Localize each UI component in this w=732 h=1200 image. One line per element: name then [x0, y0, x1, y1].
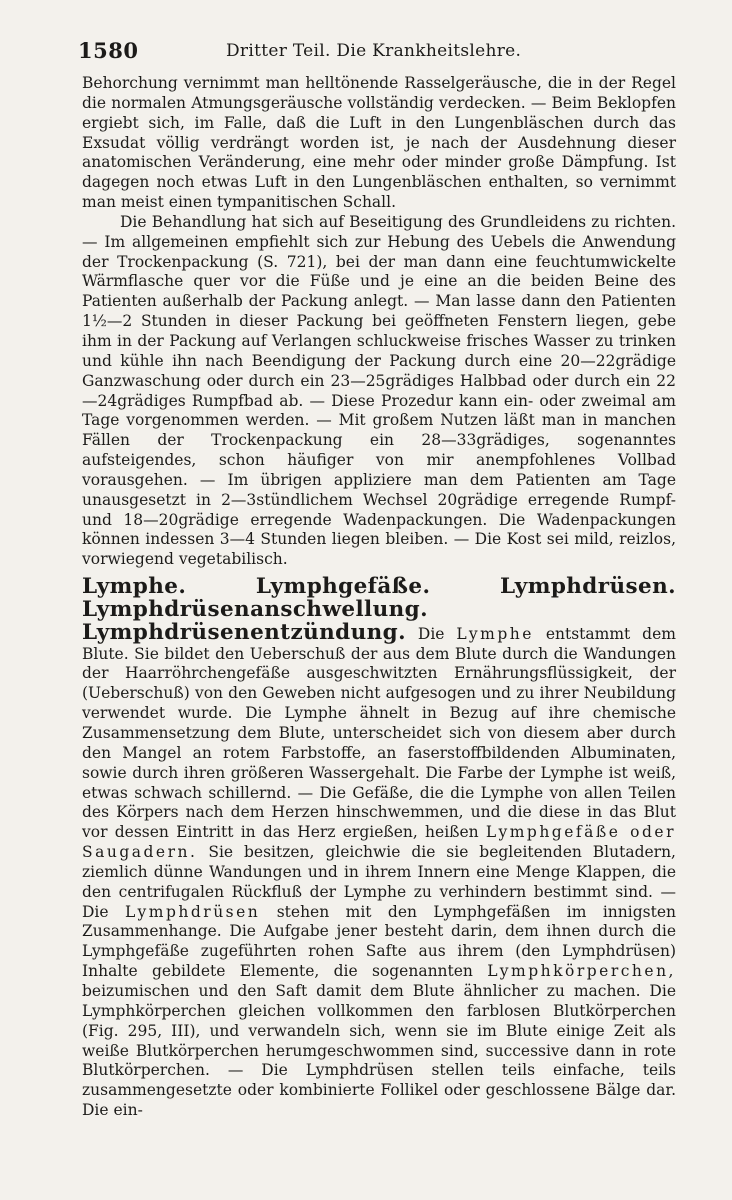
body-text: [82, 74, 676, 1121]
paragraph-treatment: Die Behandlung hat sich auf Beseitigung des Grundleidens zu richten. — Im allgemeinen empfiehlt sich zur Hebung des Uebels die Anwendung der Trockenpackung (S. 721), bei der man dann eine feuchtumwickelte Wärmflasche quer vor die Füße und je eine an die beiden Beine des Patienten außerhalb der Packung anlegt. — Man lasse dann den Patienten 1½—2 Stunden in dieser Packung bei geöffneten Fenstern liegen, gebe ihm in der Packung auf Verlangen schluckweise frisches Wasser zu trinken und kühle ihn nach Beendigung der Packung durch eine 20—22grädige Ganzwaschung oder durch ein 23—25grädiges Halbbad oder durch ein 22—24grädiges Rumpfbad ab. — Diese Prozedur kann ein- oder zweimal am Tage vorgenommen werden. — Mit großem Nutzen läßt man in manchen Fällen der Trockenpackung ein 28—33grädiges, sogenanntes aufsteigendes, schon häufiger von mir anempfohlenes Vollbad vorausgehen. — Im übrigen appliziere man dem Patienten am Tage unausgesetzt in 2—3stündlichem Wechsel 20grädige erregende Rumpf- und 18—20grädige erregende Wadenpackungen. Die Wadenpackungen können indessen 3—4 Stunden liegen bleiben. — Die Kost sei mild, reizlos, vorwiegend vegetabilisch.: [82, 212, 676, 569]
term-lymphkoerperchen: Lymphkörperchen,: [487, 962, 676, 981]
text-segment-b: Sie besitzen, gleichwie die sie begleitenden Blutadern, ziemlich dünne Wandungen und in ihrem Innern eine Menge Klappen, die den centrifugalen Rückfluß der Lymphe zu verhindern bestimmt sind. — Die: [82, 843, 676, 921]
page-header: [78, 38, 678, 68]
text-segment-a: entstammt dem Blute. Sie bildet den Ueberschuß der aus dem Blute durch die Wandungen der Haarröhrchengefäße ausgeschwitzten Ernährungsflüssigkeit, der (Ueberschuß) von den Geweben nicht aufgesogen und zu ihrer Neubildung verwendet wurde. Die Lymphe ähnelt in Bezug auf ihre chemische Zusammensetzung dem Blute, unterscheidet sich von diesem aber durch den Mangel an rotem Farbstoffe, an faserstoffbildenden Albuminaten, sowie durch ihren größeren Wassergehalt. Die Farbe der Lymphe ist weiß, etwas schwach schillernd. — Die Gefäße, die die Lymphe von allen Teilen des Körpers nach dem Herzen hinschwemmen, und die diese in das Blut vor dessen Eintritt in das Herz ergießen, heißen: [82, 624, 676, 842]
running-title: Dritter Teil. Die Krankheitslehre.: [226, 41, 522, 61]
term-lymphgefaesse: Lymphgefäße oder Saugadern.: [82, 823, 676, 862]
page-number: 1580: [78, 38, 139, 63]
section-heading: Lymphe. Lymphgefäße. Lymphdrüsen. Lymphdrüsenanschwellung. Lymphdrüsenentzündung.: [82, 574, 676, 645]
lymph-section: [82, 576, 676, 1121]
term-lymphe: Lymphe: [456, 624, 534, 643]
paragraph-auscultation: Behorchung vernimmt man helltönende Rasselgeräusche, die in der Regel die normalen Atmungsgeräusche vollständig verdecken. — Beim Beklopfen ergiebt sich, im Falle, daß die Luft in den Lungenbläschen durch das Exsudat völlig verdrängt worden ist, je nach der Ausdehnung dieser anatomischen Veränderung, eine mehr oder minder große Dämpfung. Ist dagegen noch etwas Luft in den Lungenbläschen enthalten, so vernimmt man meist einen tympanitischen Schall.: [82, 74, 676, 212]
text-segment-d: beizumischen und den Saft damit dem Blute ähnlicher zu machen. Die Lymphkörperchen gleichen vollkommen den farblosen Blutkörperchen (Fig. 295, III), und verwandeln sich, wenn sie im Blute einige Zeit als weiße Blutkörperchen herumgeschwommen sind, successive dann in rote Blutkörperchen. — Die Lymphdrüsen stellen teils einfache, teils zusammengesetzte oder kombinierte Follikel oder geschlossene Bälge dar. Die ein-: [82, 981, 676, 1120]
text-segment-c: stehen mit den Lymphgefäßen im innigsten Zusammenhange. Die Aufgabe jener besteht darin, dem ihnen durch die Lymphgefäße zugeführten rohen Safte aus ihrem (den Lymphdrüsen) Inhalte gebildete Elemente, die sogenannten: [82, 902, 676, 981]
term-lymphdruesen: Lymphdrüsen: [124, 902, 261, 921]
lead-word: Die: [417, 624, 445, 643]
